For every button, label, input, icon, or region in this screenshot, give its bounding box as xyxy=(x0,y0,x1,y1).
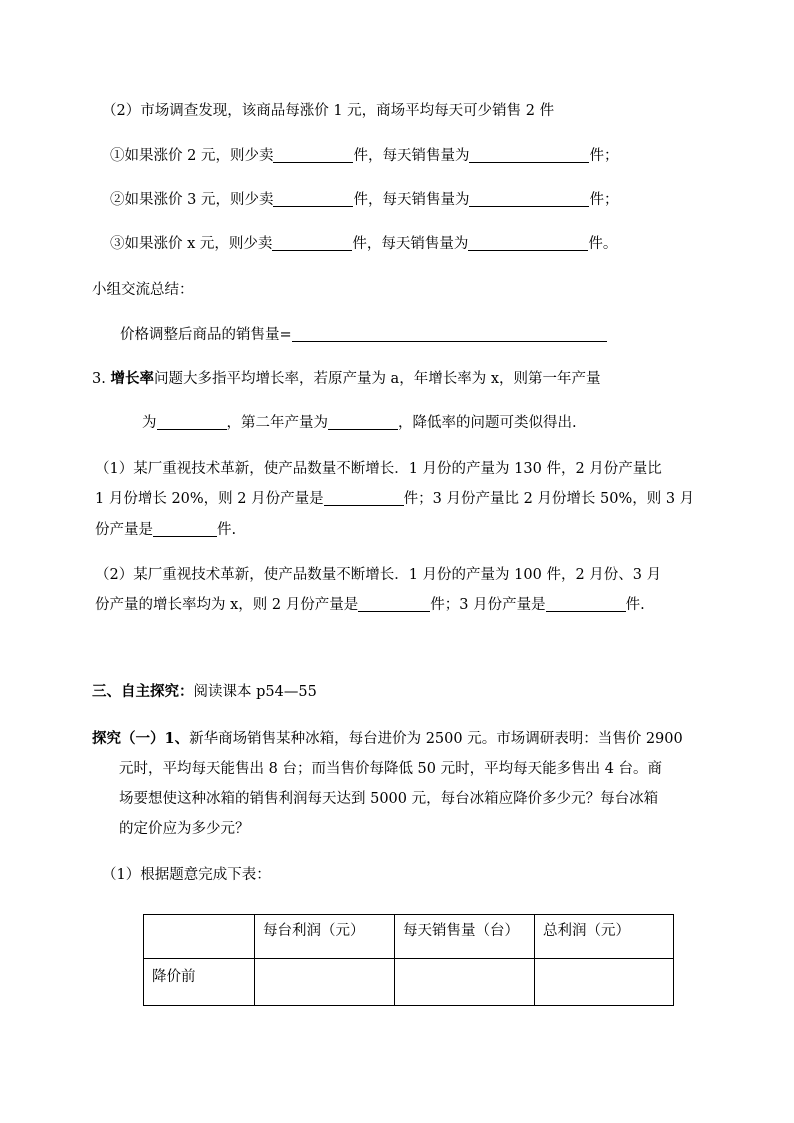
p2-line2 xyxy=(95,595,645,615)
p2-line2-c: 件. xyxy=(625,597,645,613)
growth-rate-line2-c: ，降低率的问题可类似得出. xyxy=(398,415,577,431)
table-header-unit-profit: 每台利润（元） xyxy=(255,915,395,959)
p2-line2-a: 份产量的增长率均为 x，则 2 月份产量是 xyxy=(95,597,359,613)
table-header-daily-sales: 每天销售量（台） xyxy=(395,915,535,959)
explore-label: 探究（一）1、 xyxy=(92,730,190,747)
q2-item-3-blank-a[interactable] xyxy=(272,234,352,251)
p1-line2-a: 1 月份增长 20%，则 2 月份产量是 xyxy=(95,491,324,507)
p1-line3-a: 份产量是 xyxy=(95,522,153,538)
table-row-label: 降价前 xyxy=(144,959,255,1006)
explore-line1 xyxy=(92,729,683,749)
p1-line3 xyxy=(95,520,236,540)
table-header-empty xyxy=(144,915,255,959)
q2-item-3-text-a: ③如果涨价 x 元，则少卖 xyxy=(110,236,273,252)
section-three-reading: 阅读课本 p54—55 xyxy=(193,684,317,700)
growth-rate-intro xyxy=(92,369,601,389)
q2-item-2-text-c: 件； xyxy=(589,192,619,208)
q2-item-2-text-a: ②如果涨价 3 元，则少卖 xyxy=(110,192,274,208)
explore-text-1: 新华商场销售某种冰箱，每台进价为 2500 元。市场调研表明：当售价 2900 xyxy=(189,731,683,747)
growth-rate-term: 增长率 xyxy=(110,370,154,387)
summary-formula xyxy=(120,325,607,345)
section-three-heading xyxy=(92,682,317,702)
table-header-row xyxy=(144,915,674,959)
q2-item-3-text-c: 件。 xyxy=(588,236,618,252)
q2-item-2-blank-a[interactable] xyxy=(273,190,353,207)
q2-item-2-blank-b[interactable] xyxy=(469,190,589,207)
p1-mar-blank[interactable] xyxy=(153,520,217,537)
data-table xyxy=(143,914,674,1006)
growth-rate-num: 3. xyxy=(92,371,106,387)
summary-formula-text: 价格调整后商品的销售量= xyxy=(120,327,292,343)
section-three-title: 三、自主探究： xyxy=(92,683,194,700)
q2-item-2-text-b: 件，每天销售量为 xyxy=(353,192,470,208)
explore-line2: 元时，平均每天能售出 8 台；而当售价每降低 50 元时，平均每天能多售出 4 台。商 xyxy=(119,761,663,777)
table-intro: （1）根据题意完成下表： xyxy=(102,867,271,883)
p2-feb-blank[interactable] xyxy=(358,595,430,612)
q2-item-3 xyxy=(110,234,617,254)
table-cell-total-profit[interactable] xyxy=(535,959,674,1006)
explore-line3: 场要想使这种冰箱的销售利润每天达到 5000 元，每台冰箱应降价多少元？每台冰箱 xyxy=(119,791,659,807)
q2-item-3-blank-b[interactable] xyxy=(468,234,588,251)
p2-line1: （2）某厂重视技术革新，使产品数量不断增长．1 月份的产量为 100 件，2 月份、3 月 xyxy=(95,567,662,583)
explore-line4: 的定价应为多少元？ xyxy=(119,821,250,837)
q2-item-1-text-c: 件； xyxy=(589,148,619,164)
q2-item-1-text-b: 件，每天销售量为 xyxy=(353,148,470,164)
summary-formula-blank[interactable] xyxy=(292,325,607,342)
q2-item-1-blank-a[interactable] xyxy=(273,146,353,163)
growth-rate-line2-b: ，第二年产量为 xyxy=(226,415,328,431)
table-row xyxy=(144,959,674,1006)
first-year-blank[interactable] xyxy=(157,413,227,430)
growth-rate-line2 xyxy=(142,413,577,433)
q2-item-2 xyxy=(110,190,618,210)
q2-item-3-text-b: 件，每天销售量为 xyxy=(352,236,469,252)
table-header-total-profit: 总利润（元） xyxy=(535,915,674,959)
summary-heading: 小组交流总结： xyxy=(92,282,194,298)
table-cell-daily-sales[interactable] xyxy=(395,959,535,1006)
growth-rate-rest: 问题大多指平均增长率，若原产量为 a，年增长率为 x，则第一年产量 xyxy=(153,371,601,387)
p1-line2-b: 件；3 月份产量比 2 月份增长 50%，则 3 月 xyxy=(403,491,695,507)
second-year-blank[interactable] xyxy=(328,413,398,430)
growth-rate-line2-a: 为 xyxy=(142,415,157,431)
p2-line2-b: 件；3 月份产量是 xyxy=(430,597,546,613)
p1-line2 xyxy=(95,489,694,509)
p1-feb-blank[interactable] xyxy=(324,489,404,506)
p2-mar-blank[interactable] xyxy=(546,595,626,612)
p1-line3-b: 件. xyxy=(217,522,237,538)
q2-item-1-blank-b[interactable] xyxy=(469,146,589,163)
table-cell-unit-profit[interactable] xyxy=(255,959,395,1006)
p1-line1: （1）某厂重视技术革新，使产品数量不断增长．1 月份的产量为 130 件，2 月份产量比 xyxy=(95,461,662,477)
q2-item-1-text-a: ①如果涨价 2 元，则少卖 xyxy=(110,148,274,164)
q2-item-1 xyxy=(110,146,618,166)
q2-intro: （2）市场调查发现，该商品每涨价 1 元，商场平均每天可少销售 2 件 xyxy=(102,103,555,119)
